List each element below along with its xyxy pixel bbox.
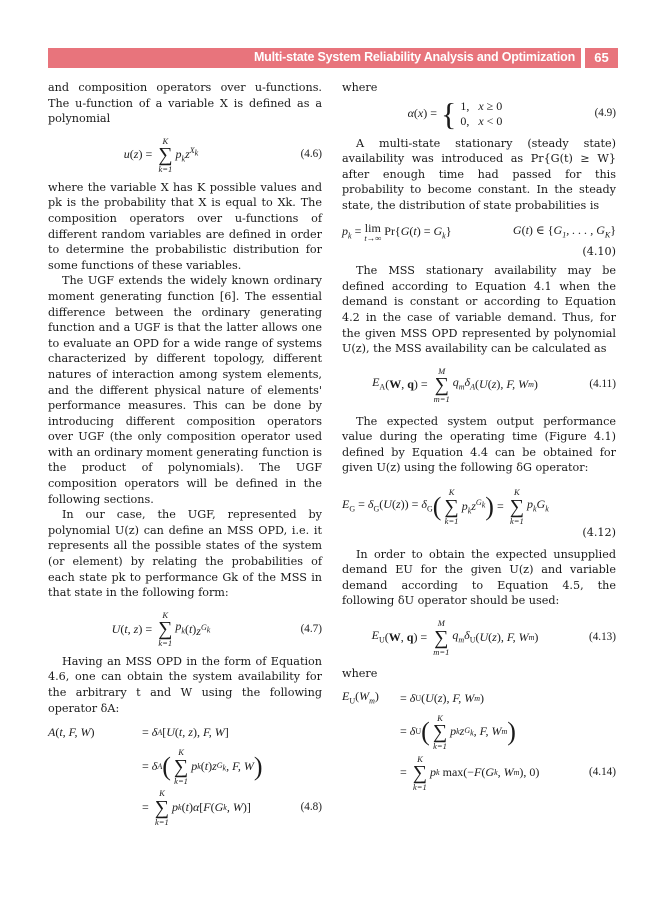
equation-4-11: $E_A$ (W, q) = M ∑ m=1 $q_m\delta_A$ ( U ( z ) , F, W m ) (4.11): [372, 365, 616, 405]
paragraph-stationary: A multi-state stationary (steady state) availability was introduced as Pr{G(t) ≥ W} after enough time had passed for this probability to become constant. In the steady state, the distribution of state probabilities is: [342, 136, 616, 212]
equation-number: (4.8): [300, 800, 322, 813]
paragraph-where-2: where: [342, 667, 378, 681]
header-title: Multi-state System Reliability Analysis and Optimization: [253, 50, 575, 64]
equation-number: (4.7): [300, 622, 322, 635]
equation-number: (4.13): [588, 630, 616, 643]
page-number: 65: [585, 48, 618, 68]
equation-4-12-number: (4.12): [582, 526, 616, 540]
paragraph-where: where: [342, 81, 378, 94]
equation-4-12: $E_G = \delta_G(U(z)) = \delta_G$ ( K ∑ k=1 $p_kz^{G_k}$ ) = K ∑ k=1 $p_kG_k$: [342, 487, 549, 526]
paragraph-unsupplied-demand: In order to obtain the expected unsupplied demand EU for the given U(z) and variable demand according to Equation 4.5, the following δU operator should be used:: [342, 547, 616, 608]
equation-4-13: $E_U$ (W, q) = M ∑ m=1 $q_m\delta_U$ ( U ( z ) , F, W m ) (4.13): [371, 618, 616, 657]
equation-number: (4.9): [594, 106, 616, 119]
equation-4-10-number: (4.10): [582, 244, 616, 258]
paragraph-having-opd: Having an MSS OPD in the form of Equation 4.6, one can obtain the system availability for the arbitrary t and W using the following operator δA:: [48, 654, 322, 715]
paragraph-ugf-extends: The UGF extends the widely known ordinary moment generating function [6]. The essential difference between the ordinary generating function and a UGF is that the latter allows one to evaluate an OPD for a wide range of systems characterized by different topology, different natures of interaction among system elements, and the different physical nature of elements' performance measures. This can be done by introducing different composition operators over UGF (the only composition operator used with an ordinary moment generating function is the product of polynomials). The UGF composition operators will be defined in the following sections.: [48, 274, 322, 506]
equation-4-6: u ( z ) = K ∑ k=1 $p_kz^{X_k}$ (4.6): [123, 135, 322, 175]
equation-number: (4.14): [588, 766, 616, 779]
left-column: [48, 80, 322, 830]
equation-4-7: U ( t, z ) = K ∑ k=1 $p_k$ ( t ) $z^{G_k}$ (4.7): [111, 609, 322, 649]
paragraph-our-case: In our case, the UGF, represented by polynomial U(z) can define an MSS OPD, i.e. it represents all the possible states of the system (or element) by relating the probabilities of each state pk to performance Gk of the MSS in that state in the following form:: [48, 508, 322, 600]
right-column: [342, 80, 616, 796]
paragraph-mss-availability: The MSS stationary availability may be defined according to Equation 4.1 when the demand is constant or according to Equation 4.2 in the case of variable demand. Thus, for the given MSS OPD represented by polynomial U(z), the MSS availability can be calculated as: [342, 264, 616, 356]
running-header: [48, 48, 581, 68]
paragraph-intro: and composition operators over u-functions. The u-function of a variable X is defined as a polynomial: [48, 81, 322, 126]
equation-number: (4.6): [300, 148, 322, 161]
paragraph-expected-output: The expected system output performance value during the operating time (Figure 4.1) defined by Equation 4.4 can be obtained for given U(z) using the following δG operator:: [342, 414, 616, 475]
equation-number: (4.11): [589, 378, 616, 391]
equation-4-8: A(t, F, W) = δ A [ U ( t, z ) , F, W ] = δ A ( K ∑ k=1 p k ( t ) z $G_k$ , F, W ) = K ∑ k=1 p k ( t ) α [ F ( G k , W )] (4.8): [48, 725, 322, 827]
equation-4-9: α ( x ) = { 1, x ≥ 0 0, x < 0 (4.9): [407, 95, 616, 132]
equation-4-10: $p_k$ = lim t→∞ $Pr\{G(t) = G_k\}$ G(t) ∈ {$G_1$, . . . , $G_K$}: [342, 220, 616, 243]
equation-4-14: $E_U(W_m)$ = δ U ( U ( z ) , F, W m ) = δ U ( K ∑ k=1 p k z $G_k$ , F, W m ) = K ∑ k=1 p k max(− F ( G k , W m ), 0) (4.14): [342, 688, 616, 793]
paragraph-where-variable: where the variable X has K possible values and pk is the probability that X is equal to Xk. The composition operators over u-functions of different random variables are defined in order to determine the probabilistic distribution for some functions of these variables.: [48, 180, 322, 272]
